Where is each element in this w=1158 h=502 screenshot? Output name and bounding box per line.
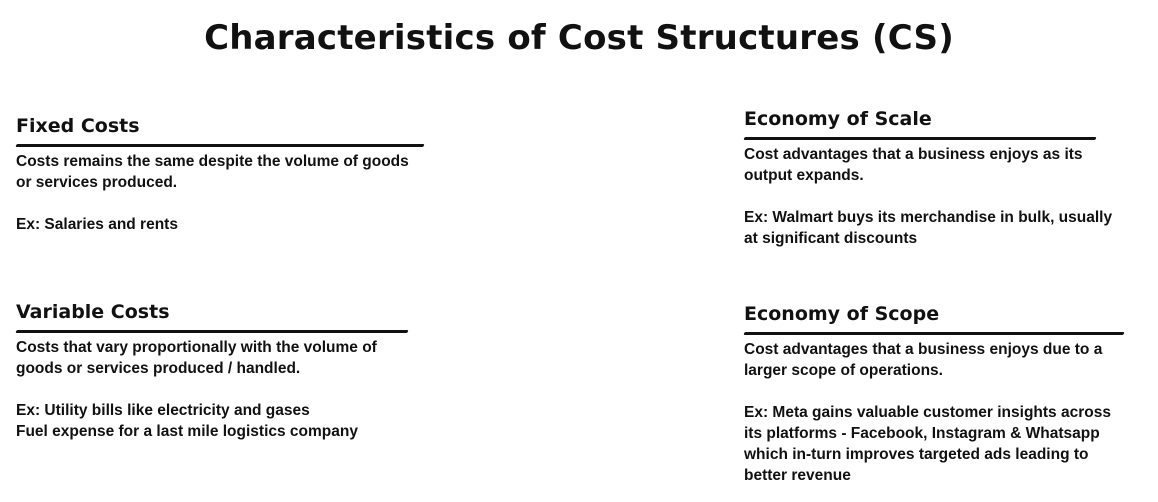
heading-underline: [15, 144, 424, 147]
section-variable-costs: [16, 300, 436, 442]
section-example: Ex: Walmart buys its merchandise in bulk, usually at significant discounts: [744, 209, 1113, 247]
section-economy-of-scale: [744, 107, 1144, 249]
section-description: Costs remains the same despite the volume of goods or services produced.: [16, 153, 409, 191]
section-fixed-costs: [16, 114, 436, 235]
section-example: Ex: Salaries and rents: [16, 216, 178, 233]
section-example: Ex: Meta gains valuable customer insights across its platforms - Facebook, Instagram & Whatsapp which in-turn improves targeted ads leading to better revenue: [744, 404, 1111, 484]
heading-underline: [743, 137, 1096, 140]
page-title: Characteristics of Cost Structures (CS): [204, 18, 954, 58]
section-heading: Variable Costs: [16, 301, 170, 323]
section-heading: Economy of Scope: [744, 303, 940, 325]
section-heading: Fixed Costs: [16, 115, 140, 137]
section-economy-of-scope: [744, 302, 1144, 486]
heading-underline: [15, 330, 408, 333]
section-description: Cost advantages that a business enjoys due to a larger scope of operations.: [744, 341, 1103, 379]
heading-underline: [743, 332, 1124, 335]
section-example: Ex: Utility bills like electricity and gases Fuel expense for a last mile logistics company: [16, 402, 358, 440]
section-description: Costs that vary proportionally with the volume of goods or services produced / handled.: [16, 339, 377, 377]
section-heading: Economy of Scale: [744, 108, 932, 130]
section-description: Cost advantages that a business enjoys as its output expands.: [744, 146, 1083, 184]
